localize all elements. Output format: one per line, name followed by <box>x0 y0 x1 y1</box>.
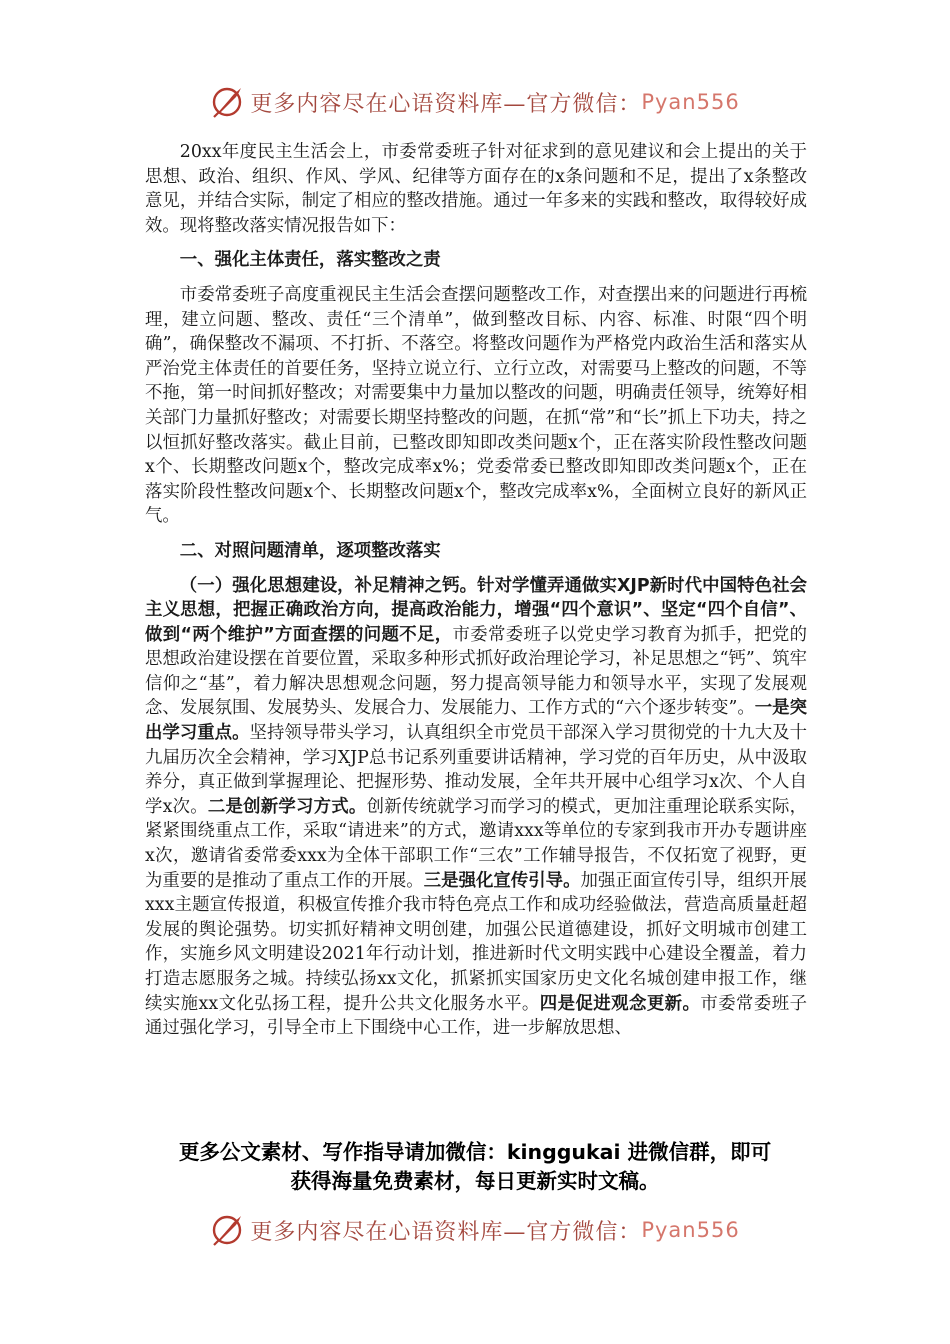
intro-paragraph: 20xx年度民主生活会上，市委常委班子针对征求到的意见建议和会上提出的关于思想、政治、组织、作风、学风、纪律等方面存在的x条问题和不足，提出了x条整改意见，并结合实际，制定了相应的整改措施。通过一年多来的实践和整改，取得较好成效。现将整改落实情况报告如下： <box>145 142 807 236</box>
quill-pen-logo-icon <box>210 1213 244 1247</box>
section1-paragraph: 市委常委班子高度重视民主生活会查摆问题整改工作，对查摆出来的问题进行再梳理，建立问题、整改、责任“三个清单”，做到整改目标、内容、标准、时限“四个明确”，确保整改不漏项、不打折、不落空。将整改问题作为严格党内政治生活和落实从严治党主体责任的首要任务，坚持立说立行、立行立改，对需要马上整改的问题，不等不拖，第一时间抓好整改；对需要集中力量加以整改的问题，明确责任领导，统筹好相关部门力量抓好整改；对需要长期坚持整改的问题，在抓“常”和“长”抓上下功夫，持之以恒抓好整改落实。截止目前，已整改即知即改类问题x个，正在落实阶段性整改问题x个、长期整改问题x个，整改完成率x%；党委常委已整改即知即改类问题x个，正在落实阶段性整改问题x个、长期整改问题x个，整改完成率x%，全面树立良好的新风正气。 <box>145 284 807 527</box>
point-label-2: 二是创新学习方式。 <box>207 796 367 817</box>
paragraph-text: 市委常委班子通过强化学习，引导全市上下围绕中心工作，进一步解放思想、 <box>145 993 807 1039</box>
document-body <box>145 140 807 1041</box>
paragraph-text: 市委常委班子以党史学习教育为抓手，把党的思想政治建设摆在首要位置，采取多种形式抓好政治理论学习，补足思想之“钙”、筑牢信仰之“基”，着力解决思想观念问题，努力提高领导能力和领导水平，实现了发展观念、发展氛围、发展势头、发展合力、发展能力、工作方式的“六个逐步转变”。 <box>145 624 807 719</box>
point-label-1: 一是突出学习重点。 <box>145 698 807 744</box>
quill-pen-logo-icon <box>210 85 244 119</box>
footer-banner-text: 更多内容尽在心语资料库—官方微信： <box>250 1219 642 1245</box>
paragraph-text: 加强正面宣传引导，组织开展xxx主题宣传报道，积极宣传推介我市特色亮点工作和成功经验做法，营造高质量赶超发展的舆论强势。切实抓好精神文明创建，加强公民道德建设，抓好文明城市创建工作，实施乡风文明建设2021年行动计划，推进新时代文明实践中心建设全覆盖，着力打造志愿服务之城。持续弘扬xx文化，抓紧抓实国家历史文化名城创建申报工作，继续实施xx文化弘扬工程，提升公共文化服务水平。 <box>145 870 807 1014</box>
promo-notice <box>100 1138 850 1196</box>
paragraph-text: 创新传统就学习而学习的模式，更加注重理论联系实际，紧紧围绕重点工作，采取“请进来”的方式，邀请xxx等单位的专家到我市开办专题讲座x次，邀请省委常委xxx为全体干部职工作“三农”工作辅导报告，不仅拓宽了视野，更为重要的是推动了重点工作的开展。 <box>145 796 807 891</box>
section1-heading: 一、强化主体责任，落实整改之责 <box>179 250 441 271</box>
point-label-4: 四是促进观念更新。 <box>539 993 701 1014</box>
section2-heading: 二、对照问题清单，逐项整改落实 <box>179 540 441 561</box>
footer-banner <box>0 1210 950 1250</box>
header-banner-wechat-id: Pyan556 <box>641 90 740 114</box>
subsection-lead: （一）强化思想建设，补足精神之钙。针对学懂弄通做实XJP新时代中国特色社会主义思想，把握正确政治方向，提高政治能力，增强“四个意识”、坚定“四个自信”、做到“两个维护”方面查摆的问题不足， <box>145 575 807 645</box>
point-label-3: 三是强化宣传引导。 <box>423 870 581 891</box>
promo-line-2: 获得海量免费素材，每日更新实时文稿。 <box>290 1169 660 1193</box>
promo-line-1: 更多公文素材、写作指导请加微信：kinggukai 进微信群，即可 <box>178 1140 772 1164</box>
section2-paragraph <box>145 574 807 1041</box>
footer-banner-wechat-id: Pyan556 <box>641 1218 740 1242</box>
header-banner-text: 更多内容尽在心语资料库—官方微信： <box>250 91 642 117</box>
header-banner <box>0 82 950 122</box>
paragraph-text: 坚持领导带头学习，认真组织全市党员干部深入学习贯彻党的十九大及十九届历次全会精神，学习XJP总书记系列重要讲话精神，学习党的百年历史，从中汲取养分，真正做到掌握理论、把握形势、推动发展，全年共开展中心组学习x次、个人自学x次。 <box>145 723 807 817</box>
